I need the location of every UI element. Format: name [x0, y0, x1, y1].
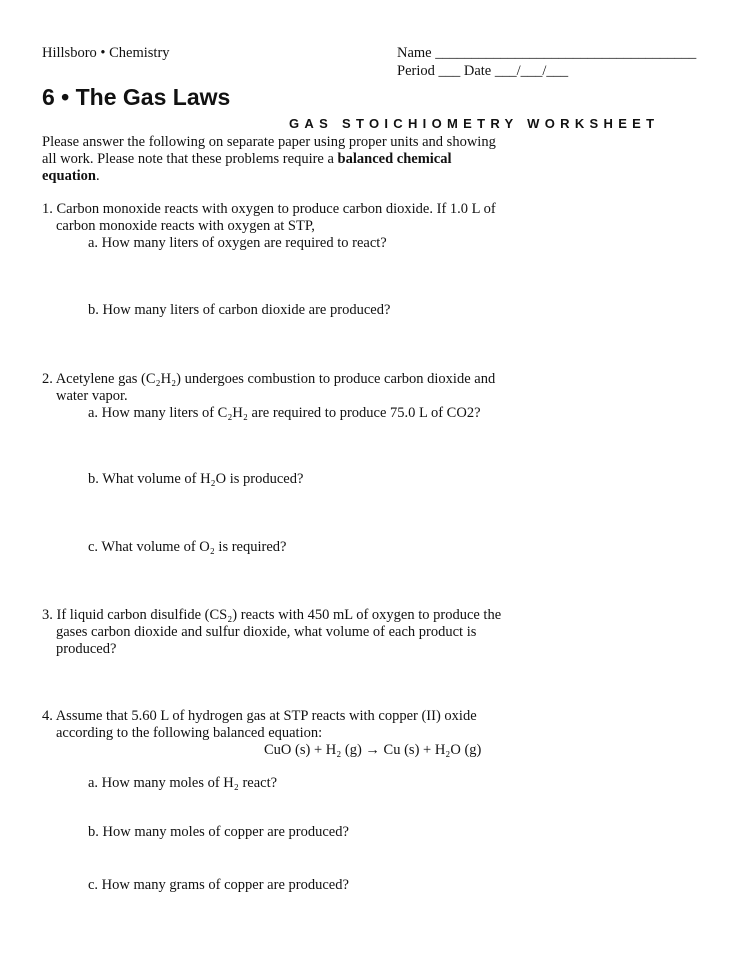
- intro-line: Please answer the following on separate paper using proper units and showing: [42, 134, 496, 150]
- name-field-line: Name ____________________________________: [397, 45, 697, 61]
- question-4a: a. How many moles of H₂ react?: [88, 775, 278, 791]
- question-3-cont: produced?: [56, 641, 117, 657]
- period-date-line: Period ___ Date ___/___/___: [397, 63, 569, 79]
- school-course: Hillsboro • Chemistry: [42, 45, 170, 61]
- question-2a: a. How many liters of C₂H₂ are required to produce 75.0 L of CO2?: [88, 405, 481, 421]
- question-3-cont: gases carbon dioxide and sulfur dioxide, what volume of each product is: [56, 624, 477, 640]
- question-2b: b. What volume of H₂O is produced?: [88, 471, 304, 487]
- intro-text: all work. Please note that these problems require a: [42, 151, 338, 167]
- question-4: 4. Assume that 5.60 L of hydrogen gas at STP reacts with copper (II) oxide: [42, 708, 477, 724]
- chemical-equation: CuO (s) + H₂ (g) → Cu (s) + H₂O (g): [264, 742, 482, 758]
- question-3: 3. If liquid carbon disulfide (CS₂) reacts with 450 mL of oxygen to produce the: [42, 607, 502, 623]
- question-4c: c. How many grams of copper are produced?: [88, 877, 349, 893]
- intro-text: .: [96, 168, 100, 184]
- question-2: 2. Acetylene gas (C₂H₂) undergoes combustion to produce carbon dioxide and: [42, 371, 496, 387]
- question-1b: b. How many liters of carbon dioxide are produced?: [88, 302, 391, 318]
- intro-line: [42, 168, 100, 185]
- question-1-cont: carbon monoxide reacts with oxygen at STP,: [56, 218, 315, 234]
- intro-bold: equation: [42, 168, 96, 184]
- question-2-cont: water vapor.: [56, 388, 128, 404]
- question-4-cont: according to the following balanced equation:: [56, 725, 323, 741]
- question-1: 1. Carbon monoxide reacts with oxygen to produce carbon dioxide. If 1.0 L of: [42, 201, 496, 217]
- question-2c: c. What volume of O₂ is required?: [88, 539, 287, 555]
- intro-bold: balanced chemical: [337, 151, 452, 167]
- worksheet-subtitle: GAS STOICHIOMETRY WORKSHEET: [289, 116, 660, 131]
- question-4b: b. How many moles of copper are produced?: [88, 824, 349, 840]
- question-1a: a. How many liters of oxygen are required to react?: [88, 235, 387, 251]
- page-title: 6 • The Gas Laws: [42, 84, 231, 110]
- intro-line: [42, 151, 452, 168]
